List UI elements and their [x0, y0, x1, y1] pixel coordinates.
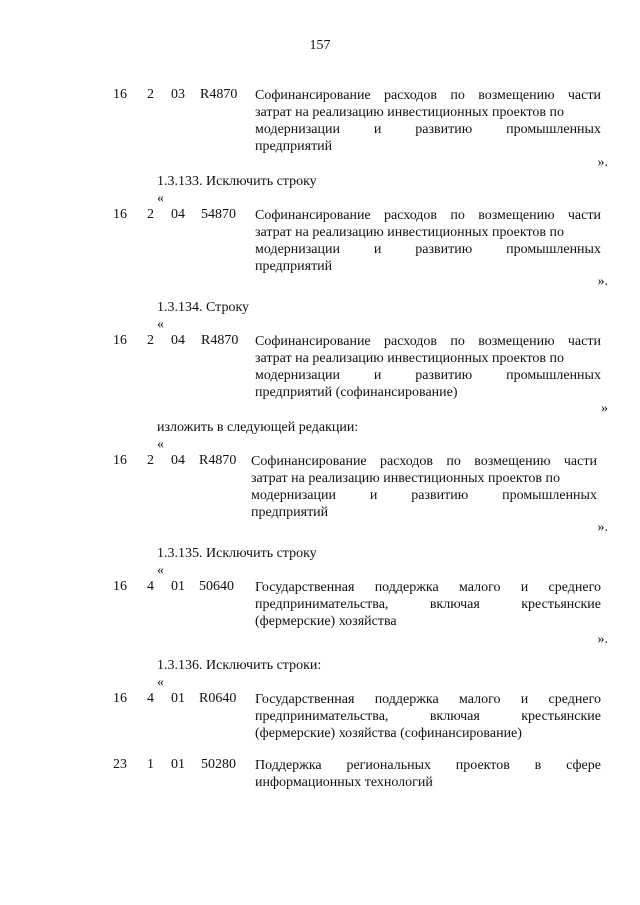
description-word: возмещению	[474, 454, 551, 469]
row-description	[255, 87, 601, 155]
item-1-3-135: 1.3.135. Исключить строку	[157, 546, 317, 561]
description-word: Софинансирование	[255, 88, 371, 103]
description-word: в	[534, 758, 542, 773]
code-section: 1	[147, 757, 154, 772]
code-section: 2	[147, 87, 154, 102]
description-word: и	[520, 580, 529, 595]
description-word: расходов	[379, 454, 434, 469]
description-line: затрат на реализацию инвестиционных проектов по	[255, 351, 565, 366]
description-word: модернизации	[255, 368, 340, 383]
description-word: предпринимательства,	[255, 709, 389, 724]
description-word: развитию	[411, 488, 469, 503]
description-word: расходов	[383, 88, 438, 103]
code-chapter: 16	[113, 453, 127, 468]
code-target-article: R4870	[201, 333, 239, 348]
description-word: и	[373, 242, 382, 257]
code-section: 4	[147, 691, 154, 706]
description-line	[255, 757, 601, 774]
description-word: расходов	[383, 334, 438, 349]
description-word: крестьянские	[521, 597, 601, 612]
item-1-3-134: 1.3.134. Строку	[157, 300, 250, 315]
code-subsection: 01	[171, 757, 185, 772]
code-section: 4	[147, 579, 154, 594]
description-word: поддержка	[374, 692, 439, 707]
description-word: по	[446, 454, 461, 469]
description-word: Софинансирование	[255, 208, 371, 223]
description-line: затрат на реализацию инвестиционных проектов по	[251, 471, 561, 486]
closing-quote: ».	[597, 155, 608, 170]
row-description	[255, 207, 601, 275]
row-description	[255, 757, 601, 791]
item-1-3-133: 1.3.133. Исключить строку	[157, 174, 317, 189]
description-word: малого	[458, 692, 501, 707]
description-line: (фермерские) хозяйства (софинансирование)	[255, 726, 522, 741]
open-quote: «	[157, 191, 164, 206]
description-word: модернизации	[251, 488, 336, 503]
state-phrase: изложить в следующей редакции:	[157, 420, 359, 435]
description-word: развитию	[415, 368, 473, 383]
open-quote: «	[157, 317, 164, 332]
description-word: модернизации	[255, 122, 340, 137]
description-word: включая	[429, 597, 480, 612]
description-word: модернизации	[255, 242, 340, 257]
description-word: проектов	[455, 758, 510, 773]
description-word: среднего	[548, 692, 601, 707]
description-word: сфере	[566, 758, 601, 773]
description-word: расходов	[383, 208, 438, 223]
description-line: предприятий	[255, 139, 333, 154]
description-word: Государственная	[255, 692, 355, 707]
description-line	[255, 579, 601, 596]
code-section: 2	[147, 333, 154, 348]
description-line: затрат на реализацию инвестиционных проектов по	[255, 105, 565, 120]
closing-quote: ».	[597, 274, 608, 289]
item-1-3-136: 1.3.136. Исключить строки:	[157, 658, 322, 673]
code-section: 2	[147, 207, 154, 222]
description-line: предприятий (софинансирование)	[255, 385, 458, 400]
row-description	[255, 691, 601, 742]
code-target-article: 50280	[201, 757, 236, 772]
open-quote: «	[157, 675, 164, 690]
code-chapter: 16	[113, 579, 127, 594]
row-description	[251, 453, 597, 521]
closing-quote: »	[601, 401, 608, 416]
description-word: промышленных	[502, 488, 597, 503]
code-chapter: 23	[113, 757, 127, 772]
description-word: развитию	[415, 122, 473, 137]
description-word: по	[450, 88, 465, 103]
row-description	[255, 333, 601, 401]
description-line	[255, 367, 601, 384]
description-word: включая	[429, 709, 480, 724]
code-subsection: 01	[171, 691, 185, 706]
description-word: промышленных	[506, 242, 601, 257]
code-section: 2	[147, 453, 154, 468]
code-subsection: 03	[171, 87, 185, 102]
description-line	[255, 121, 601, 138]
description-word: промышленных	[506, 122, 601, 137]
open-quote: «	[157, 563, 164, 578]
description-word: малого	[458, 580, 501, 595]
code-chapter: 16	[113, 207, 127, 222]
description-word: возмещению	[478, 334, 555, 349]
closing-quote: ».	[597, 520, 608, 535]
code-target-article: R0640	[199, 691, 237, 706]
code-target-article: R4870	[199, 453, 237, 468]
description-word: и	[373, 368, 382, 383]
code-target-article: 54870	[201, 207, 236, 222]
description-word: Софинансирование	[251, 454, 367, 469]
description-word: части	[567, 208, 601, 223]
description-word: промышленных	[506, 368, 601, 383]
description-line	[255, 87, 601, 104]
description-line	[251, 453, 597, 470]
description-line: предприятий	[255, 259, 333, 274]
description-word: возмещению	[478, 208, 555, 223]
description-line	[255, 708, 601, 725]
description-line: предприятий	[251, 505, 329, 520]
description-line	[255, 241, 601, 258]
description-line	[255, 596, 601, 613]
code-subsection: 01	[171, 579, 185, 594]
description-word: и	[369, 488, 378, 503]
description-word: части	[563, 454, 597, 469]
description-word: среднего	[548, 580, 601, 595]
description-word: поддержка	[374, 580, 439, 595]
description-line	[255, 207, 601, 224]
code-chapter: 16	[113, 691, 127, 706]
description-word: региональных	[346, 758, 431, 773]
page-number: 157	[309, 38, 331, 53]
open-quote: «	[157, 437, 164, 452]
code-target-article: R4870	[200, 87, 238, 102]
description-word: по	[450, 208, 465, 223]
description-word: части	[567, 334, 601, 349]
description-word: Софинансирование	[255, 334, 371, 349]
description-word: части	[567, 88, 601, 103]
description-word: развитию	[415, 242, 473, 257]
code-subsection: 04	[171, 333, 185, 348]
code-subsection: 04	[171, 453, 185, 468]
description-line: (фермерские) хозяйства	[255, 614, 397, 629]
description-line: информационных технологий	[255, 775, 433, 790]
code-subsection: 04	[171, 207, 185, 222]
description-word: крестьянские	[521, 709, 601, 724]
description-word: по	[450, 334, 465, 349]
row-description	[255, 579, 601, 630]
description-line	[255, 333, 601, 350]
closing-quote: ».	[597, 632, 608, 647]
description-word: Государственная	[255, 580, 355, 595]
description-word: и	[373, 122, 382, 137]
code-chapter: 16	[113, 333, 127, 348]
description-line	[251, 487, 597, 504]
code-chapter: 16	[113, 87, 127, 102]
description-word: предпринимательства,	[255, 597, 389, 612]
description-line	[255, 691, 601, 708]
description-line: затрат на реализацию инвестиционных проектов по	[255, 225, 565, 240]
code-target-article: 50640	[199, 579, 234, 594]
description-word: возмещению	[478, 88, 555, 103]
description-word: и	[520, 692, 529, 707]
description-word: Поддержка	[255, 758, 322, 773]
